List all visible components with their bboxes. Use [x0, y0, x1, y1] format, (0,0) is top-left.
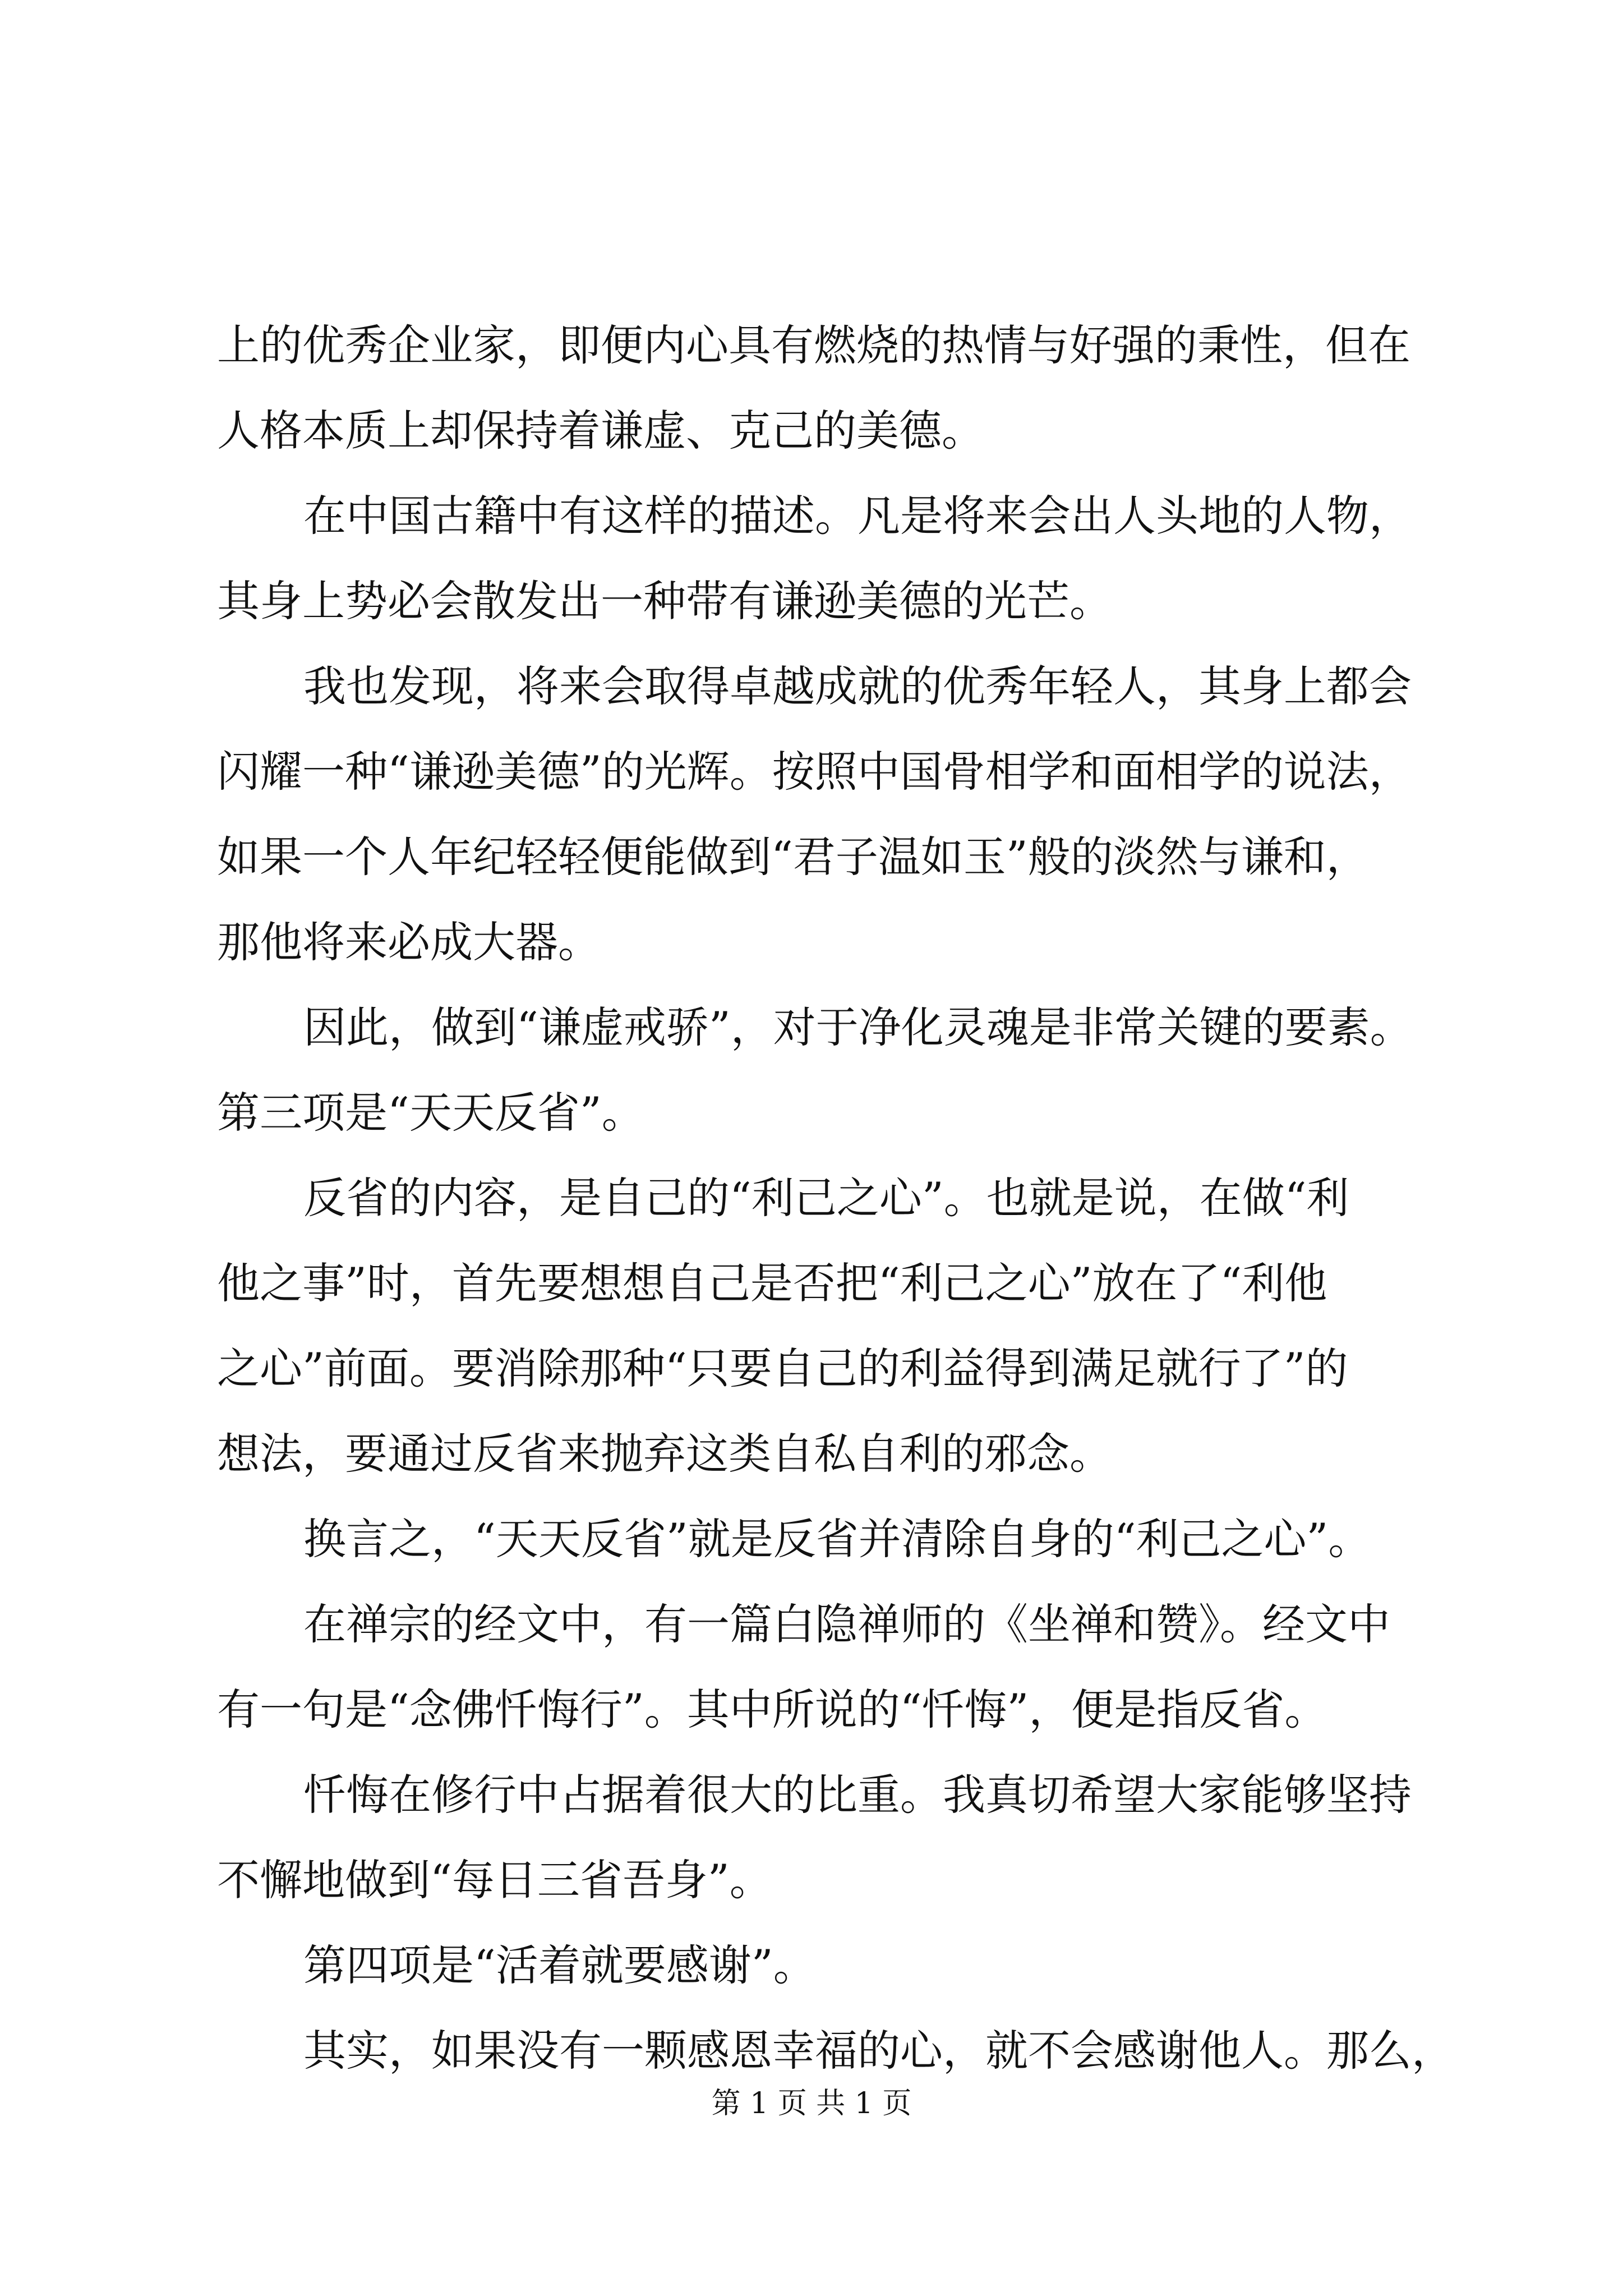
- text-line: 在禅宗的经文中，有一篇白隐禅师的《坐禅和赞》。经文中: [303, 1599, 1390, 1649]
- text-line: 其身上势必会散发出一种带有谦逊美德的光芒。: [217, 576, 1112, 626]
- page-footer: 第 1 页 共 1 页: [711, 2087, 912, 2120]
- text-line: 之心”前面。要消除那种“只要自己的利益得到满足就行了”的: [217, 1343, 1348, 1393]
- text-line: 有一句是“念佛忏悔行”。其中所说的“忏悔”，便是指反省。: [217, 1685, 1327, 1734]
- text-line: 如果一个人年纪轻轻便能做到“君子温如玉”般的淡然与谦和，: [217, 832, 1369, 882]
- body-text: [217, 303, 1454, 2093]
- text-line: 我也发现，将来会取得卓越成就的优秀年轻人，其身上都会: [303, 661, 1412, 711]
- text-line: 人格本质上却保持着谦虚、克己的美德。: [217, 406, 984, 455]
- text-line: 因此，做到“谦虚戒骄”，对于净化灵魂是非常关键的要素。: [303, 1002, 1413, 1052]
- text-line: 那他将来必成大器。: [217, 917, 601, 967]
- text-line: 其实，如果没有一颗感恩幸福的心，就不会感谢他人。那么，: [303, 2026, 1454, 2076]
- text-line: 第三项是“天天反省”。: [217, 1088, 644, 1138]
- text-line: 上的优秀企业家，即便内心具有燃烧的热情与好强的秉性，但在: [217, 320, 1410, 370]
- text-line: 忏悔在修行中占据着很大的比重。我真切希望大家能够坚持: [303, 1770, 1412, 1820]
- text-line: 在中国古籍中有这样的描述。凡是将来会出人头地的人物，: [303, 491, 1412, 541]
- text-line: 换言之，“天天反省”就是反省并清除自身的“利己之心”。: [303, 1514, 1371, 1564]
- text-line: 反省的内容，是自己的“利己之心”。也就是说，在做“利: [303, 1173, 1349, 1223]
- text-line: 不懈地做到“每日三省吾身”。: [217, 1855, 772, 1905]
- text-line: 闪耀一种“谦逊美德”的光辉。按照中国骨相学和面相学的说法，: [217, 747, 1412, 797]
- text-line: 第四项是“活着就要感谢”。: [303, 1940, 816, 1990]
- text-line: 他之事”时，首先要想想自己是否把“利己之心”放在了“利他: [217, 1258, 1327, 1308]
- text-line: 想法，要通过反省来抛弃这类自私自利的邪念。: [217, 1429, 1112, 1479]
